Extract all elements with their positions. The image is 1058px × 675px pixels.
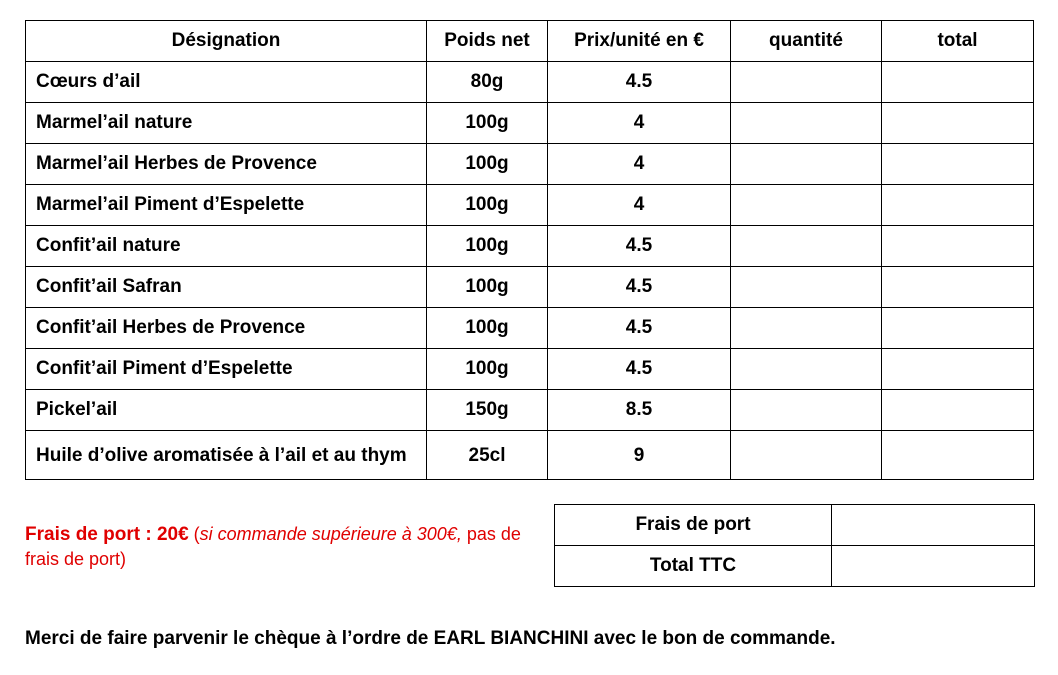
row-total-cell[interactable] (882, 226, 1034, 267)
table-row (26, 390, 1034, 431)
row-total-cell[interactable] (882, 267, 1034, 308)
table-row (26, 185, 1034, 226)
totals-row-shipping (555, 505, 1035, 546)
row-designation: Confit’ail nature (26, 226, 427, 267)
frais-de-port-value-cell[interactable] (832, 505, 1035, 546)
table-row (26, 349, 1034, 390)
row-total-cell[interactable] (882, 349, 1034, 390)
row-designation: Huile d’olive aromatisée à l’ail et au thym (26, 431, 427, 480)
row-poids: 25cl (427, 431, 548, 480)
row-quantite-cell[interactable] (731, 144, 882, 185)
row-total-cell[interactable] (882, 144, 1034, 185)
row-quantite-cell[interactable] (731, 226, 882, 267)
row-total-cell[interactable] (882, 185, 1034, 226)
row-prix: 9 (548, 431, 731, 480)
table-header-row (26, 21, 1034, 62)
header-total: total (882, 21, 1034, 62)
shipping-note (25, 522, 525, 572)
row-designation: Pickel’ail (26, 390, 427, 431)
row-designation: Confit’ail Herbes de Provence (26, 308, 427, 349)
row-quantite-cell[interactable] (731, 431, 882, 480)
row-quantite-cell[interactable] (731, 390, 882, 431)
table-row (26, 267, 1034, 308)
row-designation: Marmel’ail Piment d’Espelette (26, 185, 427, 226)
shipping-paren-open: ( (188, 524, 200, 544)
header-designation: Désignation (26, 21, 427, 62)
totals-table (554, 504, 1035, 587)
row-total-cell[interactable] (882, 62, 1034, 103)
row-poids: 150g (427, 390, 548, 431)
row-prix: 4 (548, 185, 731, 226)
table-row (26, 62, 1034, 103)
row-poids: 100g (427, 144, 548, 185)
total-ttc-label: Total TTC (555, 546, 832, 587)
shipping-fee-label: Frais de port : 20€ (25, 524, 189, 545)
row-prix: 4 (548, 103, 731, 144)
footer-message: Merci de faire parvenir le chèque à l’ordre de EARL BIANCHINI avec le bon de commande. (25, 628, 836, 649)
shipping-condition: si commande supérieure à 300€, (199, 524, 462, 544)
row-designation: Marmel’ail nature (26, 103, 427, 144)
row-designation: Confit’ail Safran (26, 267, 427, 308)
table-row (26, 144, 1034, 185)
row-prix: 4.5 (548, 267, 731, 308)
row-quantite-cell[interactable] (731, 308, 882, 349)
frais-de-port-label: Frais de port (555, 505, 832, 546)
row-quantite-cell[interactable] (731, 103, 882, 144)
row-poids: 100g (427, 308, 548, 349)
row-poids: 100g (427, 349, 548, 390)
row-total-cell[interactable] (882, 103, 1034, 144)
row-prix: 4.5 (548, 308, 731, 349)
row-prix: 4.5 (548, 349, 731, 390)
row-prix: 8.5 (548, 390, 731, 431)
row-total-cell[interactable] (882, 390, 1034, 431)
row-prix: 4.5 (548, 62, 731, 103)
header-poids: Poids net (427, 21, 548, 62)
row-designation: Cœurs d’ail (26, 62, 427, 103)
table-row (26, 226, 1034, 267)
header-prix: Prix/unité en € (548, 21, 731, 62)
row-quantite-cell[interactable] (731, 185, 882, 226)
row-quantite-cell[interactable] (731, 267, 882, 308)
table-row (26, 431, 1034, 480)
row-quantite-cell[interactable] (731, 349, 882, 390)
totals-row-ttc (555, 546, 1035, 587)
row-quantite-cell[interactable] (731, 62, 882, 103)
row-prix: 4.5 (548, 226, 731, 267)
row-total-cell[interactable] (882, 308, 1034, 349)
row-poids: 100g (427, 267, 548, 308)
total-ttc-value-cell[interactable] (832, 546, 1035, 587)
row-poids: 100g (427, 103, 548, 144)
order-table (25, 20, 1034, 480)
row-poids: 80g (427, 62, 548, 103)
row-poids: 100g (427, 185, 548, 226)
row-designation: Marmel’ail Herbes de Provence (26, 144, 427, 185)
row-designation: Confit’ail Piment d’Espelette (26, 349, 427, 390)
header-quantite: quantité (731, 21, 882, 62)
table-row (26, 308, 1034, 349)
row-poids: 100g (427, 226, 548, 267)
shipping-condition-rest: pas de frais de port) (25, 524, 521, 569)
row-prix: 4 (548, 144, 731, 185)
row-total-cell[interactable] (882, 431, 1034, 480)
table-row (26, 103, 1034, 144)
